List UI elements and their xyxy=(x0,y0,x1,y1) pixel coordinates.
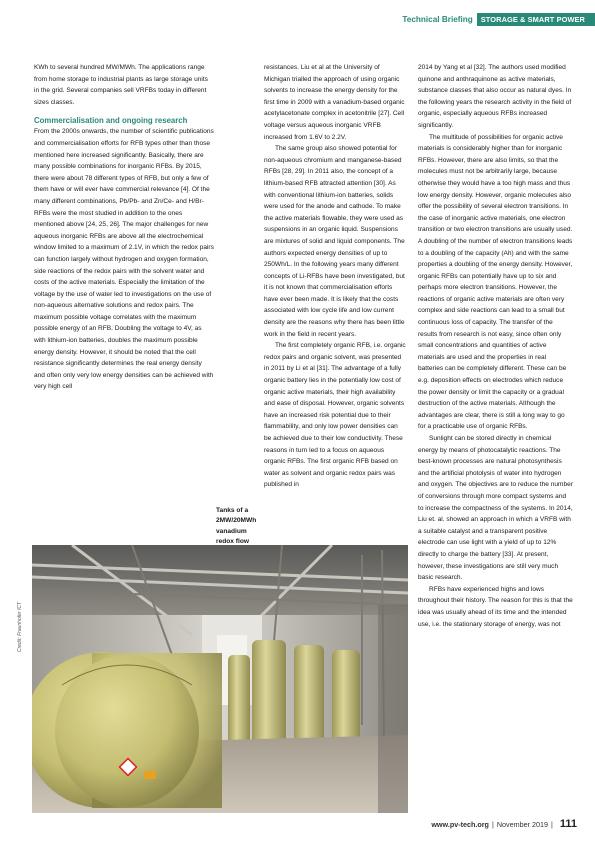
website-url: www.pv-tech.org xyxy=(431,819,489,829)
footer-separator: | xyxy=(491,819,494,829)
page-header xyxy=(402,13,595,25)
photo-caption: Tanks of a 2MW/20MWh vanadium redox flow xyxy=(216,507,257,546)
text-column-3 xyxy=(418,62,573,630)
section-title: Technical Briefing xyxy=(402,14,473,24)
page-number: 111 xyxy=(559,818,577,830)
section-tag: STORAGE & SMART POWER xyxy=(477,13,595,26)
text-column-1 xyxy=(34,62,214,393)
issue-date: November 2019 xyxy=(496,819,548,829)
paragraph: The first completely organic RFB, i.e. organic redox pairs and organic solvent, was presented in 2011 by Li et al [31]. The advantage of a fully organic battery lies in the potentially low cost of organic active materials, their high availability and ease of disposal. However, organic solvents have an increased risk potential due to their flammability, and only low power densities can be achieved due to their low conductivity. These reasons in turn led to a focus on aqueous organic RFBs. The first organic RFB based on water as solvent and organic redox pairs was published in xyxy=(264,342,406,489)
paragraph: RFBs have experienced highs and lows throughout their history. The reason for this is that the idea was usually ahead of its time and the intended use, i.e. the stationary storage of energy, was not xyxy=(418,585,573,628)
paragraph: KWh to several hundred MW/MWh. The applications range from home storage to industrial plants as large storage units in the grid. Several companies sell VRFBs today in different sizes classes. xyxy=(34,64,208,106)
paragraph: The multitude of possibilities for organic active materials is considerably higher than for inorganic RFBs. However, there are also limits, so that the molecules must not be arbitrarily large, because otherwise they would have a too high mass and thus low energy density. However, organic molecules also offer the possibility of several electron transitions. In the case of inorganic active materials, one electron transition or two electron transitions are usually used. A doubling of the number of electron transitions leads to a doubling of the capacity (Ah) and with the same properties a doubling of the energy density. However, organic RFBs can potentially have up to six and perhaps more electron transitions. However, the reactions of organic active materials are often very complex and side reactions can lead to a small but continuous loss of capacity. The transfer of the results from research is not easy, since often only small concentrations and quantities of active materials are used and the properties in real batteries can be completely different. These can be e.g. deposition effects on electrodes which reduce the power density or limit the capacity or a gradual destruction of the active materials. Although the advantages are clear, there is still a long way to go for a practicable use of organic RFBs. xyxy=(418,133,573,431)
footer-separator: | xyxy=(550,819,553,829)
photo-credit: Credit: Fraunhofer ICT xyxy=(17,601,23,652)
paragraph: From the 2000s onwards, the number of scientific publications and commercialisation efforts for RFB types other than those mentioned here increased significantly. Basically, there are many possible combinations for inorganic RFBs. By 2015, there were about 78 different types of RFB, but only a few of them have or will ever have commercial relevance [4]. Of the many different combinations, Pb/Pb- and Zn/Ce- and H/Br-RFBs were the most studied in addition to the ones mentioned above [24, 25, 26]. The major challenges for new aqueous inorganic RFBs are above all the electrochemical window limited to a maximum of 2.1V, in which the redox pairs can function largely without hydrogen and oxygen formation, side reactions of the redox pairs with the solvent water and costs of the active materials. Especially the limitation of the voltage by the use of water led to investigations on the use of non-aqueous alternative solutions and redox pairs. The maximum possible voltage correlates with the maximum possible energy of an RFB. Doubling the voltage to 4V, as with lithium-ion batteries, doubles the maximum possible energy density. However, it should be noted that the cell resistance significantly determines the real energy density and often only very low energy densities can be achieved with very high cell xyxy=(34,128,214,391)
paragraph: resistances. Liu et al at the University of Michigan trialled the approach of using organic solvents to increase the energy density for the first time in 2009 with a vanadium-based organic acetylacetonate complex in acetonitrile [27]. Cell voltage versus aqueous inorganic VRFB increased from 1.6V to 2.2V. xyxy=(264,64,405,141)
paragraph: 2014 by Yang et al [32]. The authors used modified quinone and anthraquinone as active materials, substance classes that also occur as natural dyes. In the following years the research activity in the field of organic, especially aqueous RFBs increased significantly. xyxy=(418,64,572,129)
battery-tanks-photo xyxy=(32,545,408,813)
text-column-2 xyxy=(264,62,406,491)
subheading: Commercialisation and ongoing research xyxy=(34,116,188,126)
page-footer xyxy=(431,818,577,830)
paragraph: The same group also showed potential for non-aqueous chromium and manganese-based RFBs [28, 29]. In 2011 also, the concept of a lithium-based RFB attracted attention [30]. As with conventional lithium-ion batteries, solids were used for the anode and cathode. To make the active materials flowable, they were used as suspensions in an organic liquid. Suspensions are mixtures of solid and liquid components. The authors expected energy densities of up to 250Wh/L. In the following years many different concepts of Li-RFBs have been investigated, but it is not known that commercialisation efforts have ever been made. It is likely that the costs associated with low cycle life and low current density are the reasons why there has been little work in the field in recent years. xyxy=(264,145,405,338)
paragraph: Sunlight can be stored directly in chemical energy by means of photocatalytic reactions. The best-known processes are natural photosynthesis and the artificial photolysis of water into hydrogen and oxygen. The objectives are to reduce the number of conversions through more compact systems and to increase the compactness of the systems. In 2014, Liu et. al. showed an approach in which a VRFB with a suitable catalyst and a transparent positive electrode can use light with a yield of up to 12% directly to charge the battery [33]. At present, however, these investigations are still very much basic research. xyxy=(418,435,573,582)
